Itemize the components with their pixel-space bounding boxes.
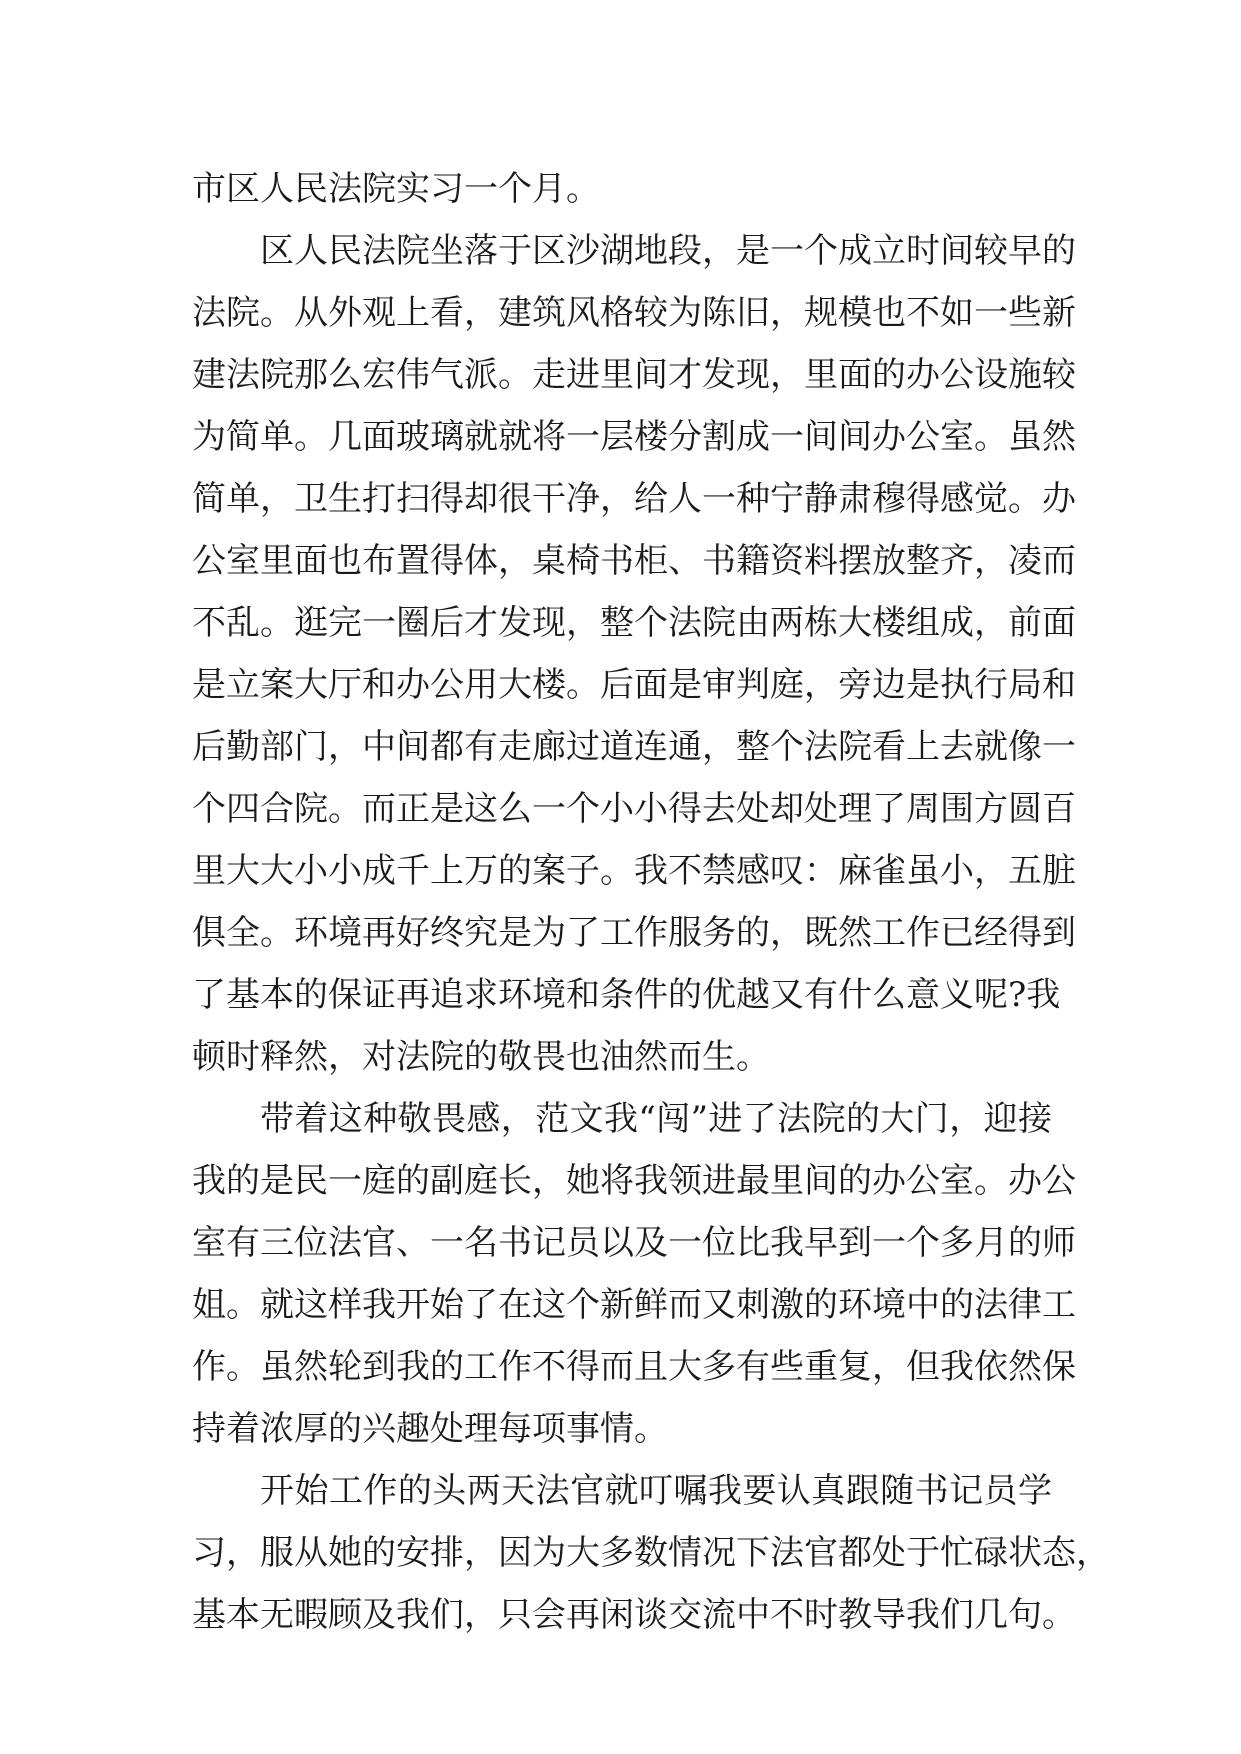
text-line: 里大大小小成千上万的案子。我不禁感叹：麻雀虽小，五脏 [192, 851, 1076, 891]
text-line: 习，服从她的安排，因为大多数情况下法官都处于忙碌状态， [192, 1533, 1110, 1573]
text-line: 建法院那么宏伟气派。走进里间才发现，里面的办公设施较 [192, 355, 1076, 395]
paragraph-first-line: 开始工作的头两天法官就叮嘱我要认真跟随书记员学 [260, 1471, 1052, 1511]
text-line: 我的是民一庭的副庭长，她将我领进最里间的办公室。办公 [192, 1161, 1076, 1201]
document-body [192, 158, 1110, 1646]
paragraph-first-line: 带着这种敬畏感，范文我“闯”进了法院的大门，迎接 [260, 1099, 1052, 1139]
text-line: 了基本的保证再追求环境和条件的优越又有什么意义呢?我 [192, 975, 1061, 1015]
text-line: 作。虽然轮到我的工作不得而且大多有些重复，但我依然保 [192, 1347, 1076, 1387]
text-line: 顿时释然，对法院的敬畏也油然而生。 [192, 1037, 770, 1077]
text-line: 市区人民法院实习一个月。 [192, 169, 600, 209]
text-line: 简单，卫生打扫得却很干净，给人一种宁静肃穆得感觉。办 [192, 479, 1076, 519]
text-line: 个四合院。而正是这么一个小小得去处却处理了周围方圆百 [192, 789, 1076, 829]
text-line: 是立案大厅和办公用大楼。后面是审判庭，旁边是执行局和 [192, 665, 1076, 705]
text-line: 不乱。逛完一圈后才发现，整个法院由两栋大楼组成，前面 [192, 603, 1076, 643]
text-line: 公室里面也布置得体，桌椅书柜、书籍资料摆放整齐，凌而 [192, 541, 1076, 581]
text-line: 为简单。几面玻璃就就将一层楼分割成一间间办公室。虽然 [192, 417, 1076, 457]
text-line: 后勤部门，中间都有走廊过道连通，整个法院看上去就像一 [192, 727, 1076, 767]
text-line: 法院。从外观上看，建筑风格较为陈旧，规模也不如一些新 [192, 293, 1076, 333]
text-line: 俱全。环境再好终究是为了工作服务的，既然工作已经得到 [192, 913, 1076, 953]
text-line: 姐。就这样我开始了在这个新鲜而又刺激的环境中的法律工 [192, 1285, 1076, 1325]
paragraph-first-line: 区人民法院坐落于区沙湖地段，是一个成立时间较早的 [260, 231, 1076, 271]
text-line: 基本无暇顾及我们，只会再闲谈交流中不时教导我们几句。 [192, 1595, 1076, 1635]
text-line: 持着浓厚的兴趣处理每项事情。 [192, 1409, 668, 1449]
text-line: 室有三位法官、一名书记员以及一位比我早到一个多月的师 [192, 1223, 1076, 1263]
